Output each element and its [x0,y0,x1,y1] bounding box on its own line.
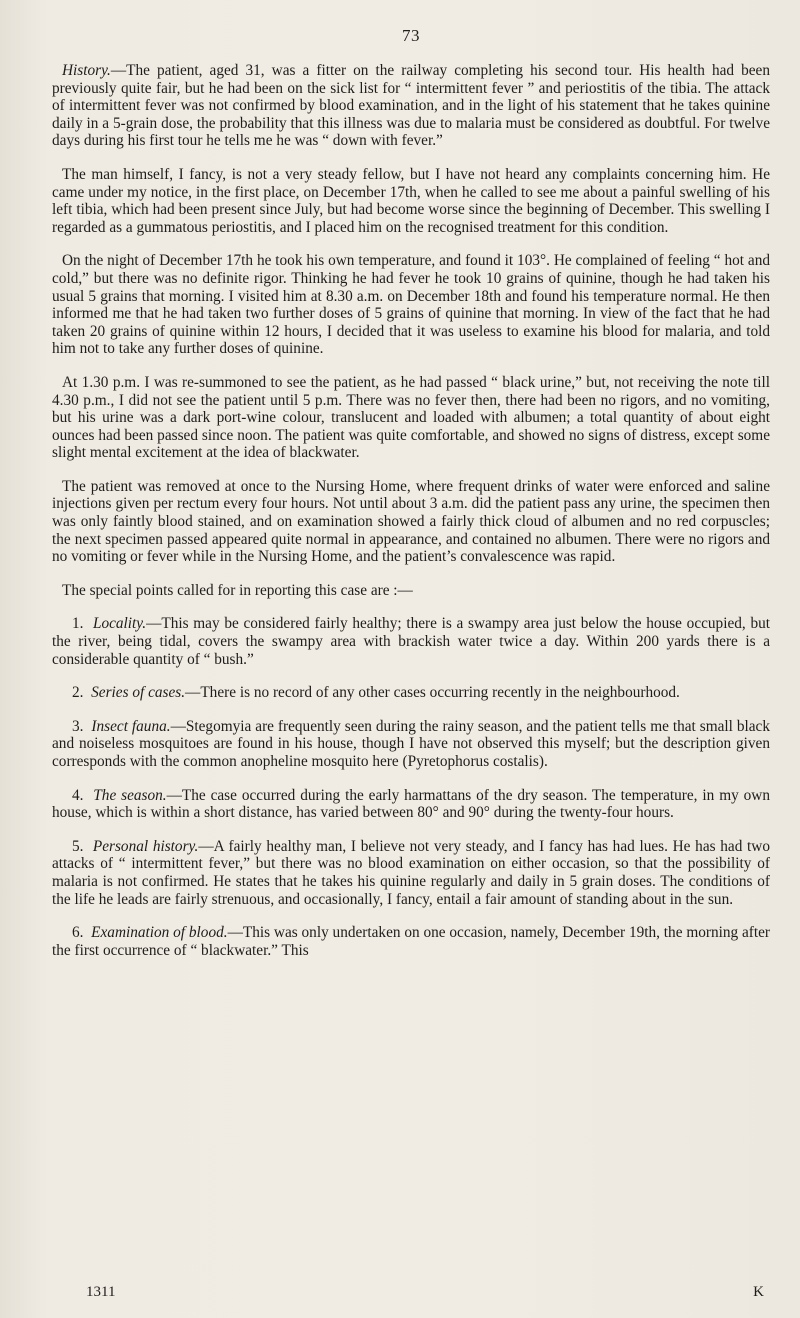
item-number: 4. [72,786,84,804]
paragraph-lead: History. [62,62,111,79]
item-number: 5. [72,837,84,855]
paragraph [52,252,770,358]
paragraph [52,582,770,600]
item-text: —This was only undertaken on one occasion, namely, December 19th, the morning after the first occurrence of “ blackwater.” This [52,924,771,959]
paragraph-text: The special points called for in reporting this case are :— [62,581,413,599]
paragraph-text: At 1.30 p.m. I was re-summoned to see the patient, as he had passed “ black urine,” but, not receiving the note till 4.30 p.m., I did not see the patient until 5 p.m. There was no fever then, there had been no rigors, and no vomiting, but his urine was a dark port-wine colour, translucent and loaded with albumen; a total quantity of about eight ounces had been passed since noon. The patient was quite comfortable, and showed no signs of distress, except some slight mental excitement at the idea of blackwater. [52,373,770,462]
paragraph-text: The man himself, I fancy, is not a very steady fellow, but I have not heard any complaints concerning him. He came under my notice, in the first place, on December 17th, when he called to see me about a painful swelling of his left tibia, which had been present since July, but had become worse since the beginning of December. This swelling I regarded as a gummatous periostitis, and I placed him on the recognised treatment for this condition. [52,165,770,236]
paragraph-text: The patient was removed at once to the Nursing Home, where frequent drinks of water were enforced and saline injections given per rectum every four hours. Not until about 3 a.m. did the patient pass any urine, the specimen then was only faintly blood stained, and on examination showed a fairly thick cloud of albumen and no red corpuscles; the next specimen passed appeared quite normal in appearance, and contained no albumen. There were no rigors and no vomiting or fever while in the Nursing Home, and the patient’s convalescence was rapid. [52,477,770,566]
list-item [52,684,770,702]
item-lead: Locality. [92,615,147,633]
list-item [52,924,770,959]
page-number: 73 [402,26,420,45]
item-number: 3. [72,717,84,735]
item-text: —The case occurred during the early harmattans of the dry season. The temperature, in my own house, which is within a short distance, has varied between 80° and 90° during the twenty-four hours. [52,786,770,822]
paragraph [52,166,770,236]
item-text: —This may be considered fairly healthy; there is a swampy area just below the house occupied, but the river, being tidal, covers the swampy area with brackish water twice a day. Within 200 yards there is a considerable quantity of “ bush.” [52,615,770,668]
item-lead: Series of cases. [91,684,186,702]
item-number: 2. [72,684,84,702]
page-footer [86,1284,764,1301]
paragraph-text: —The patient, aged 31, was a fitter on the railway completing his second tour. His health had been previously quite fair, but he had been on the sick list for “ intermittent fever ” and periostitis of the tibia. The attack of intermittent fever was not confirmed by blood examination, and in the light of his statement that he takes quinine daily in a 5-grain dose, the probability that this illness was due to malaria must be considered as doubtful. For twelve days during his first tour he tells me he was “ down with fever.” [52,62,770,150]
paragraph-history [52,62,770,150]
paragraph-text: On the night of December 17th he took his own temperature, and found it 103°. He complained of feeling “ hot and cold,” but there was no definite rigor. Thinking he had fever he took 10 grains of quinine, though he had taken his usual 5 grains that morning. I visited him at 8.30 a.m. on December 18th and found his temperature normal. He then informed me that he had taken two further doses of 5 grains of quinine that morning. In view of the fact that he had taken 20 grains of quinine within 12 hours, I decided that it was useless to examine his blood for malaria, and told him not to take any further doses of quinine. [52,252,770,358]
list-item [52,787,770,822]
item-lead: Examination of blood. [91,924,228,942]
item-text: —A fairly healthy man, I believe not very steady, and I fancy has had lues. He has had two attacks of “ intermittent fever,” but there was no blood examination on either occasion, so that the possibility of malaria is not confirmed. He states that he takes his quinine regularly and daily in 5 grain doses. The conditions of the life he leads are fairly strenuous, and occasionally, I fancy, entail a fair amount of standing about in the sun. [52,837,770,908]
signature-letter: K [753,1284,764,1300]
item-lead: Insect fauna. [91,717,171,735]
list-item [52,718,770,771]
item-lead: The season. [93,786,167,804]
item-text: —There is no record of any other cases occurring recently in the neighbourhood. [185,684,680,702]
list-item [52,838,770,908]
item-text: —Stegomyia are frequently seen during the rainy season, and the patient tells me that small black and noiseless mosquitoes are found in his house, though I have not observed this myself; but the description given corresponds with the common anopheline mosquito here (Pyretophorus costalis). [52,717,770,770]
list-item [52,615,770,668]
item-number: 6. [72,924,84,942]
body-text [52,62,770,959]
signature-mark: 1311 [86,1284,116,1300]
paragraph [52,478,770,566]
item-lead: Personal history. [92,837,199,855]
item-number: 1. [72,615,84,633]
paragraph [52,374,770,462]
